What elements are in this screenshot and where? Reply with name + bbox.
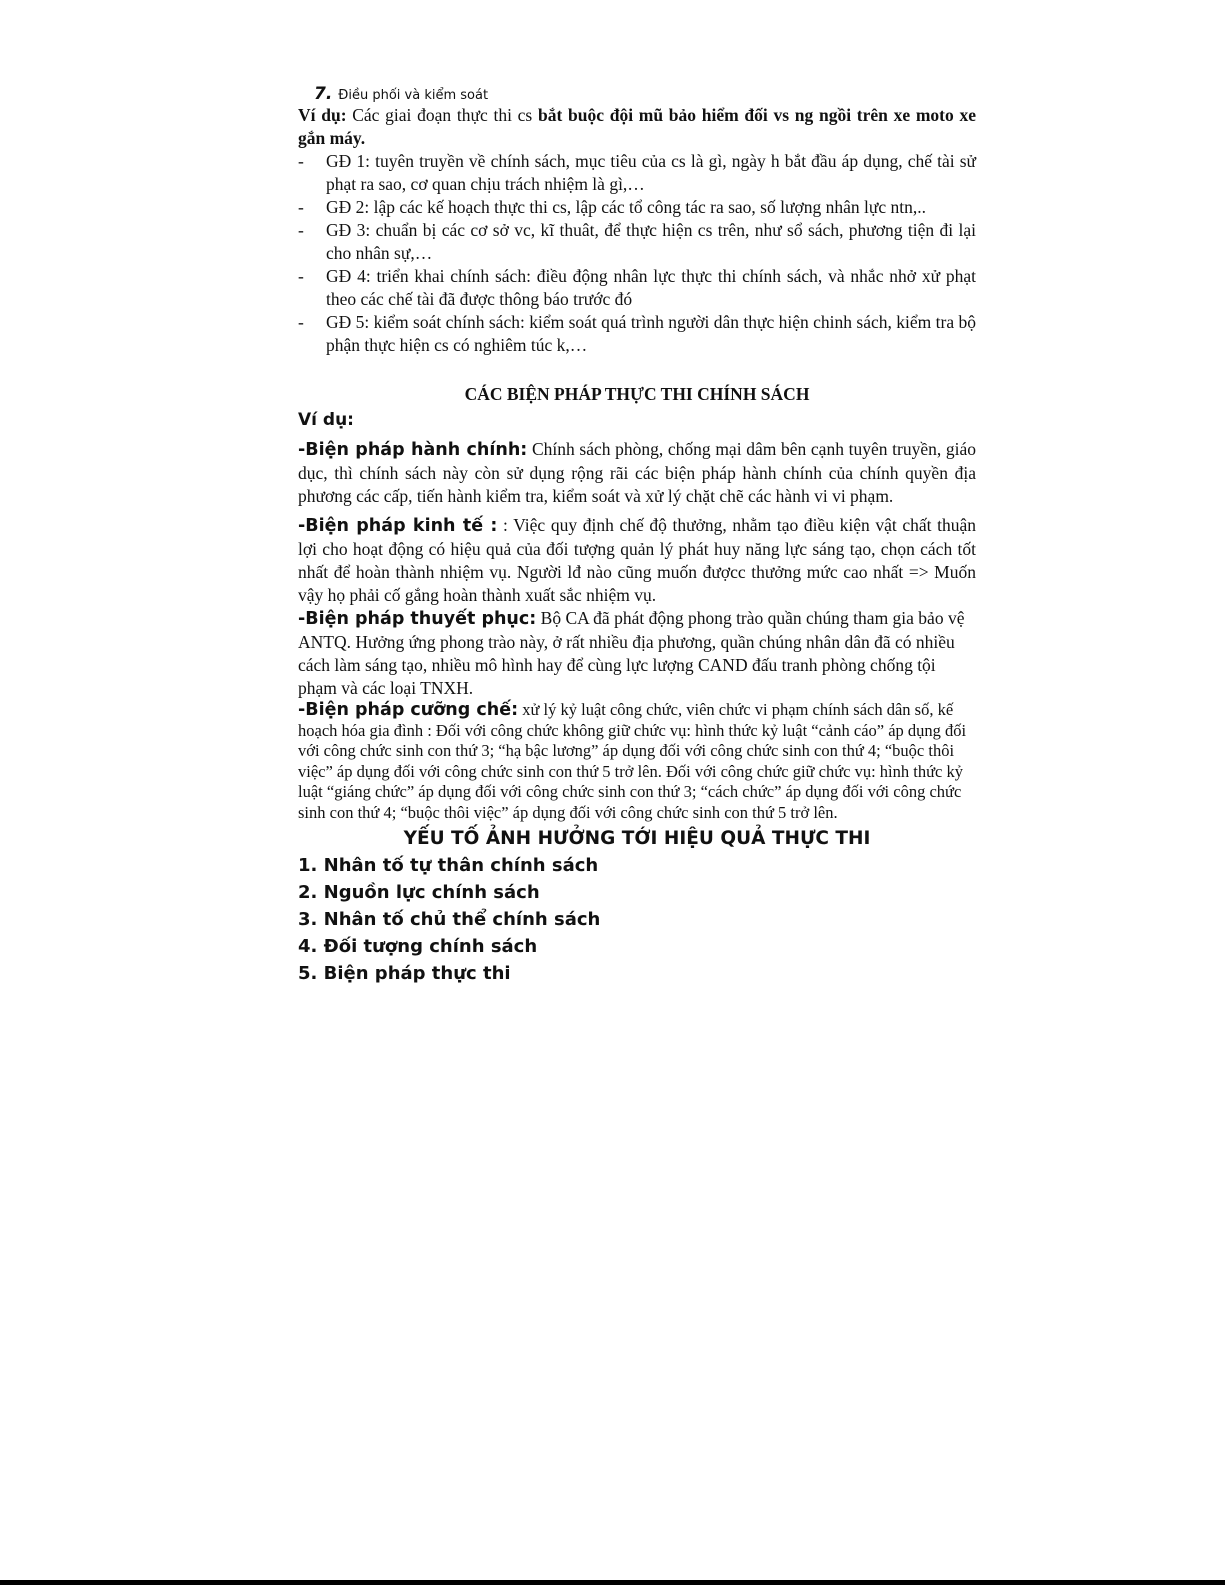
factors-title: YẾU TỐ ẢNH HƯỞNG TỚI HIỆU QUẢ THỰC THI xyxy=(403,828,871,849)
measure-text: Bộ CA đã phát động phong trào quần chúng tham gia bảo vệ ANTQ. Hưởng ứng phong trào này, ở rất nhiều địa phương, quần chúng nhân dân đã có nhiều cách làm sáng tạo, nhiều mô hình hay để cùng lực lượng CAND đấu tranh phòng chống tội phạm và các loại TNXH. xyxy=(298,608,965,698)
list-item xyxy=(298,219,976,265)
measure-text: : Việc quy định chế độ thưởng, nhằm tạo điều kiện vật chất thuận lợi cho hoạt động có hiệu quả của đối tượng quản lý phát huy năng lực sáng tạo, chọn cách tốt nhất để hoàn thành nhiệm vụ. Người lđ nào cũng muốn đượcc thưởng mức cao nhất => Muốn vậy họ phải cố gắng hoàn thành xuất sắc nhiệm vụ. xyxy=(298,515,977,605)
example-1-bold-text: bắt buộc đội mũ bảo hiểm đối vs ng ngồi trên xe moto xe gắn máy. xyxy=(298,105,976,148)
dash-bullet: - xyxy=(298,266,304,286)
steps-list xyxy=(298,150,976,357)
measure-lead: -Biện pháp cưỡng chế: xyxy=(298,700,519,720)
section-7-title: Điều phối và kiểm soát xyxy=(338,88,489,103)
factors-list xyxy=(298,852,976,987)
example-1-text: Các giai đoạn thực thi cs xyxy=(346,105,538,125)
step-text: GĐ 4: triển khai chính sách: điều động nhân lực thực thi chính sách, và nhắc nhở xử phạt theo các chế tài đã được thông báo trước đó xyxy=(326,266,976,309)
measure-text: xử lý kỷ luật công chức, viên chức vi phạm chính sách dân số, kế hoạch hóa gia đình : Đối với công chức không giữ chức vụ: hình thức kỷ luật “cảnh cáo” áp dụng đối với công chức sinh con thứ 3; “hạ bậc lương” áp dụng đối với công chức sinh con thứ 4; “buộc thôi việc” áp dụng đối với công chức sinh con thứ 5 trở lên. Đối với công chức giữ chức vụ: hình thức kỷ luật “giáng chức” áp dụng đối với công chức sinh con thứ 3; “cách chức” áp dụng đối với công chức sinh con thứ 4; “buộc thôi việc” áp dụng đối với công chức sinh con thứ 5 trở lên. xyxy=(298,700,967,822)
measures-title: CÁC BIỆN PHÁP THỰC THI CHÍNH SÁCH xyxy=(464,384,810,404)
measure-economic-paragraph xyxy=(298,514,976,607)
step-text: GĐ 1: tuyên truyền về chính sách, mục tiêu của cs là gì, ngày h bắt đầu áp dụng, chế tài sử phạt ra sao, cơ quan chịu trách nhiệm là gì,… xyxy=(326,151,976,194)
step-text: GĐ 3: chuẩn bị các cơ sở vc, kĩ thuât, để thực hiện cs trên, như sổ sách, phương tiện đi lại cho nhân sự,… xyxy=(326,220,976,263)
list-item xyxy=(298,150,976,196)
measure-coercion-paragraph xyxy=(298,700,976,823)
example-1-paragraph xyxy=(298,104,976,150)
document-content xyxy=(298,84,976,987)
list-item xyxy=(298,311,976,357)
section-7-heading xyxy=(314,84,976,104)
list-item xyxy=(298,196,976,219)
list-item: 4. Đối tượng chính sách xyxy=(298,936,538,957)
dash-bullet: - xyxy=(298,197,304,217)
measure-lead: -Biện pháp hành chính: xyxy=(298,440,528,460)
measure-text: Chính sách phòng, chống mại dâm bên cạnh tuyên truyền, giáo dục, thì chính sách này còn sử dụng rộng rãi các biện pháp hành chính của chính quyền địa phương các cấp, tiến hành kiểm tra, kiểm soát và xử lý chặt chẽ các hành vi vi phạm. xyxy=(298,439,976,506)
measure-lead: -Biện pháp kinh tế : xyxy=(298,516,498,536)
measure-lead: -Biện pháp thuyết phục: xyxy=(298,609,537,629)
step-text: GĐ 2: lập các kế hoạch thực thi cs, lập các tổ công tác ra sao, số lượng nhân lực ntn,.. xyxy=(326,197,926,217)
page-bottom-border xyxy=(0,1580,1225,1585)
list-item: 5. Biện pháp thực thi xyxy=(298,963,511,984)
measures-example-label: Ví dụ: xyxy=(298,410,354,430)
dash-bullet: - xyxy=(298,220,304,240)
list-item: 2. Nguồn lực chính sách xyxy=(298,882,540,903)
list-item: 1. Nhân tố tự thân chính sách xyxy=(298,855,599,876)
dash-bullet: - xyxy=(298,151,304,171)
measure-persuasion-paragraph xyxy=(298,607,976,700)
section-7-number: 7. xyxy=(314,84,333,104)
list-item xyxy=(298,265,976,311)
example-1-label: Ví dụ: xyxy=(298,105,347,125)
step-text: GĐ 5: kiểm soát chính sách: kiểm soát quá trình người dân thực hiện chinh sách, kiểm tra bộ phận thực hiện cs có nghiêm túc k,… xyxy=(326,312,976,355)
measure-administrative-paragraph xyxy=(298,438,976,508)
list-item: 3. Nhân tố chủ thể chính sách xyxy=(298,909,601,930)
dash-bullet: - xyxy=(298,312,304,332)
